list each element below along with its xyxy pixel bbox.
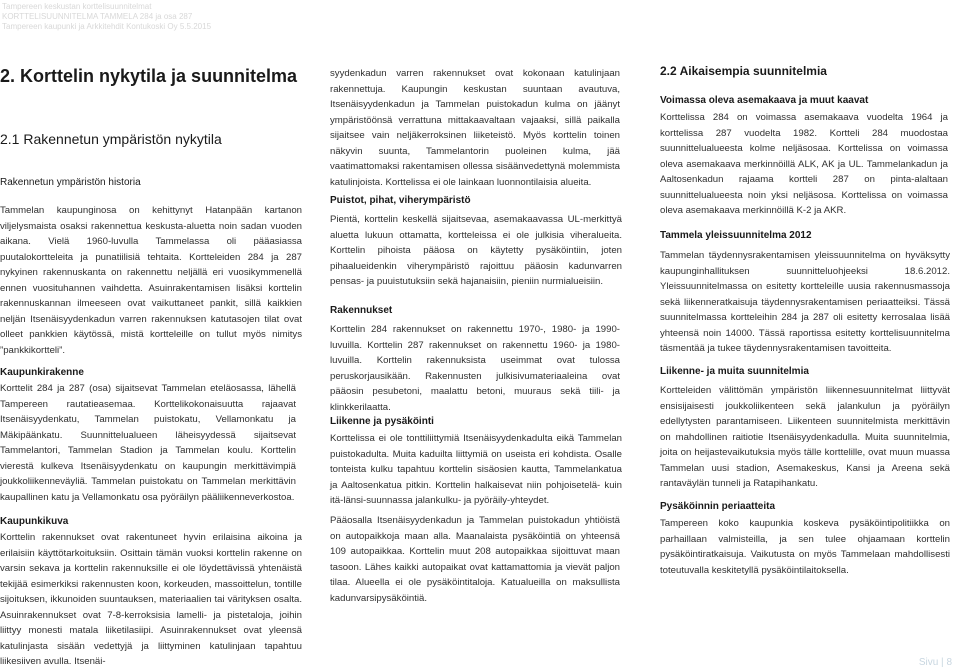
paragraph-pysakoinnin-periaatteita: Tampereen koko kaupunkia koskeva pysäköintipolitiikka on parhaillaan valmisteilla, ja sen tulee ohjaamaan korttelin pysäköintiratkaisuja. Vaikutusta on myös Tammelaan mahdollisesti toteutuvalla keskitetyllä pysäköintilaitoksella. [660, 518, 950, 576]
header-line-1: Tampereen keskustan korttelisuunnitelmat [2, 2, 152, 11]
paragraph-liikennesuunnitelmat: Kortteleiden välittömän ympäristön liikennesuunnitelmat liittyvät ensisijaisesti joukkoliikenteen sekä jalankulun ja pyöräilyn edellytysten parantamiseen. Liikenteen suunnitelmista merkittävin on mahdollinen raitiotie Itsenäisyydenkadulla. Muita suunnitelmia, joita on heijastevaikutuksia myös tälle korttelille, ovat muun muassa Tammelan uusi stadion, Asemakeskus, Kansi ja Areena sekä rantaväylän tunneli ja Ratapihankatu. [660, 385, 950, 489]
heading-puistot: Puistot, pihat, viherympäristö [330, 195, 471, 206]
subheading-history: Rakennetun ympäristön historia [0, 177, 141, 188]
section-title-2-2: 2.2 Aikaisempia suunnitelmia [660, 64, 827, 78]
paragraph-kaupunkikuva-continued: syydenkadun varren rakennukset ovat kokonaan katulinjaan rakennettuja. Kaupungin keskustan suuntaan avautuva, Itsenäisyydenkadun ja Tammelan puistokadun kulma on jäänyt ympäristöönsä verrattuna mittakaavaltaan vajaaksi, sillä paikalla sijaitsee vain neljäkerroksinen liiketeistö. Myös korttelin toinen näkyvin suunta, Tammelantorin puoleinen kulma, jää vaatimattomaksi rakentamisen ollessa sisäänvedettynä molemmista katulinjoista. Korttelissa ei ole lainkaan luonnontilaisia alueita. [330, 68, 620, 188]
header-line-3: Tampereen kaupunki ja Arkkitehdit Kontukoski Oy 5.5.2015 [2, 22, 212, 31]
chapter-title: 2. Korttelin nykytila ja suunnitelma [0, 66, 298, 86]
heading-liikenne-pysakointi: Liikenne ja pysäköinti [330, 416, 434, 427]
paragraph-asemakaavat: Korttelissa 284 on voimassa asemakaava vuodelta 1964 ja korttelissa 287 vuodelta 1982. Kortteli 284 muodostaa suunnittelualueesta kolme neljäsosaa. Korttelissa on voimassa oleva asemakaava merkinnöillä ALK, AK ja UL. Tammelankadun ja Aaltosenkadun rajaama kortteli 287 on pinta-alaltaan suunnittelualueesta noin yksi neljäsosa. Korttelissa on voimassa oleva asemakaava merkinnöillä K-2 ja AKR. [660, 112, 948, 216]
heading-liikennesuunnitelmat: Liikenne- ja muita suunnitelmia [660, 366, 809, 377]
heading-rakennukset: Rakennukset [330, 305, 393, 316]
section-title-2-1: 2.1 Rakennetun ympäristön nykytila [0, 131, 222, 147]
heading-kaupunkikuva: Kaupunkikuva [0, 516, 69, 527]
paragraph-kaupunkikuva: Korttelin rakennukset ovat rakentuneet hyvin erilaisina aikoina ja erilaisiin käyttötarkoituksiin. Osittain tämän vuoksi korttelin rakenne on varsin sekava ja korttelin rakennuksille ei ole löydettävissä yhtenäistä tekijää esimerkiksi rakennusten koon, korkeuden, massoittelun, tontille sijoituksen, ikkunoiden suuntauksen, materiaalien tai värityksen osalta. Asuinrakennukset ovat 7-8-kerroksisia lamelli- ja pistetaloja, joihin liittyy monesti matala liiketilasiipi. Asuinrakennukset ovat yleensä katulinjasta sisään vedettyjä ja liittyminen katulinjaan tapahtuu liikesiiven avulla. Itsenäi- [0, 532, 302, 667]
heading-kaupunkirakenne: Kaupunkirakenne [0, 367, 84, 378]
page-number: 8 [946, 657, 952, 668]
document-header [2, 2, 211, 32]
heading-pysakoinnin-periaatteita: Pysäköinnin periaatteita [660, 501, 776, 512]
paragraph-liikenne: Korttelissa ei ole tonttiliittymiä Itsenäisyydenkadulta eikä Tammelan puistokadulta. Muita kaduilta liittymiä on useista eri kohdista. Osalle tonteista kulku tapahtuu korttelin sisäosien kautta, Tammelankatua ja Aaltosenkatua pitkin. Korttelin halkaisevat niin pohjoisetelä- kuin itä-länsi-suunnassa jalankulku- ja pyöräily-yhteydet. [330, 433, 622, 506]
heading-asemakaavat: Voimassa oleva asemakaava ja muut kaavat [660, 95, 869, 106]
header-line-2: KORTTELISUUNNITELMA TAMMELA 284 ja osa 287 [2, 12, 193, 21]
footer-separator: | [938, 657, 947, 668]
paragraph-pysakointi: Pääosalla Itsenäisyydenkadun ja Tammelan puistokadun yhtiöistä on autopaikkoja maan alla. Maanalaista pysäköintiä on yhteensä 109 autopaikkaa. Korttelin muut 208 autopaikkaa sijoittuvat maan tasoon. Lähes kaikki autopaikat ovat kattamattomia ja vievät paljon tilaa. Alueella ei ole pysäköintitaloja. Katualueilla on maksullista kadunvarsipysäköintiä. [330, 515, 620, 604]
paragraph-kaupunkirakenne: Korttelit 284 ja 287 (osa) sijaitsevat Tammelan eteläosassa, lähellä Tampereen rautatieasemaa. Korttelikokonaisuutta rajaavat Itsenäisyydenkatu, Tammelan puistokatu, Vellamonkatu ja Mäkipäänkatu. Suunnittelualueen läheisyydessä sijaitsevat Tammelantori, Tammelan Stadion ja Tammelan koulu. Korttelin vierestä kulkeva Itsenäisyydenkatu on kaupungin merkittävimpiä joukkoliikenneväyliä. Tammelan puistokatu on Tammelan merkittävin kaupallinen katu ja Vellamonkatu osa pyöräilyn pääliikenneverkostoa. [0, 383, 296, 503]
paragraph-history: Tammelan kaupunginosa on kehittynyt Hatanpään kartanon viljelysmaista osaksi rakennettua keskusta-aluetta noin sadan vuoden aikana. Vielä 1960-luvulla Tammelassa oli pääasiassa puutalokortteleita ja punatiilisiä tehtaita. Kortteleiden 284 ja 287 nykyinen rakennuskanta on rakennettu neljällä eri vuosikymmenellä ennen vuosituhannen vaihdetta. Asuinrakentamisen lisäksi korttelin rakennuskannan ilmeeseen ovat vaikuttaneet pankit, sillä kaikkien neljän Itsenäisyydenkadun varren rakennuksen katutasojen tilat ovat olleet pankkien käytössä, mistä kortteleille on tullut myös nimitys ”pankkikortteli”. [0, 205, 302, 356]
page-footer [919, 657, 952, 668]
heading-yleissuunnitelma: Tammela yleissuunnitelma 2012 [660, 230, 812, 241]
paragraph-puistot: Pientä, korttelin keskellä sijaitsevaa, asemakaavassa UL-merkittyä aluetta lukuun ottamatta, kortteleissa ei ole julkisia viheralueita. Korttelin pihoista pääosa on käytetty pysäköintiin, joten pihaalueidenkin viherympäristö rajoittuu pääosin kadunvarren pensas- ja puuistutuksiin sekä hajanaisiin, pieniin nurmialueisiin. [330, 214, 622, 287]
footer-label: Sivu [918, 657, 939, 668]
paragraph-yleissuunnitelma: Tammelan täydennysrakentamisen yleissuunnitelma on hyväksytty kaupunginhallituksen suunnitteluohjeeksi 18.6.2012. Yleissuunnitelmassa on esitetty kortteleille uusia rakennusmassoja sekä liikenneratkaisuja täydennysrakentamisen periaatteiksi. Tässä suunnitelmassa kortteleihin 284 ja 287 oli esitetty kerrosalaa lisää yhteensä noin 14000. Tässä raportissa esitetty korttelisuunnitelma täsmentää ja tukee täydennysrakentamisen tavoitteita. [660, 250, 950, 354]
paragraph-rakennukset: Korttelin 284 rakennukset on rakennettu 1970-, 1980- ja 1990-luvuilla. Korttelin 287 rakennukset on rakennettu 1960- ja 1980-luvuilla. Korttelin rakennuksista useimmat ovat tulossa peruskorjausikään. Rakennusten julkisivumateriaaleina ovat pääosin pesubetoni, maalattu betoni, muuraus sekä tiili- ja klinkkerilaatta. [330, 324, 620, 413]
